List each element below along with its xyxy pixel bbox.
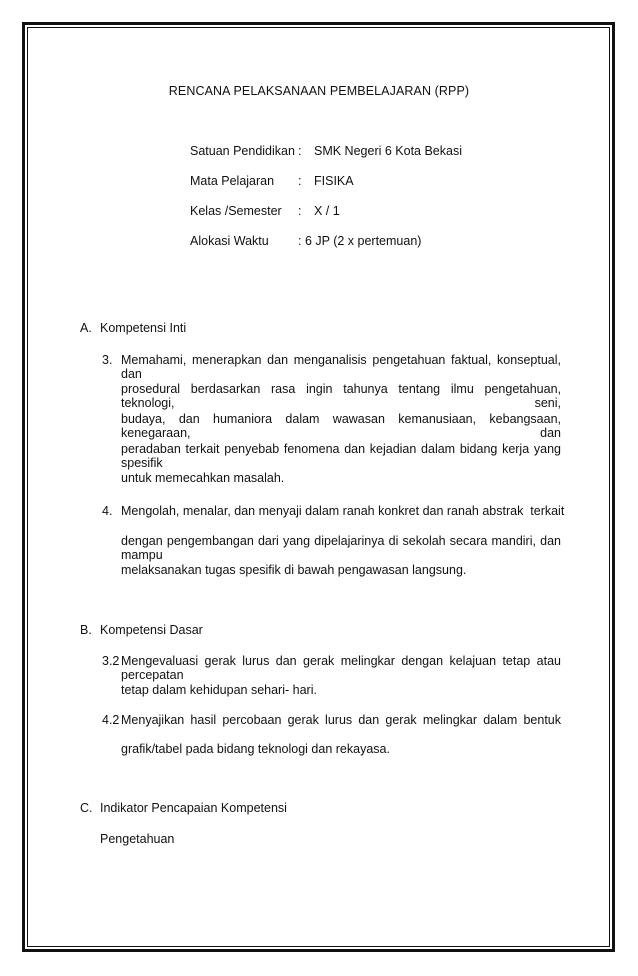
info-colon: : xyxy=(298,144,302,158)
info-label: Kelas /Semester xyxy=(190,204,282,218)
info-label: Mata Pelajaran xyxy=(190,174,275,188)
paragraph-line: tetap dalam kehidupan sehari- hari. xyxy=(121,683,317,697)
item-number-3-2: 3.2 xyxy=(102,654,120,668)
section-b-title: Kompetensi Dasar xyxy=(100,623,203,637)
info-value: : 6 JP (2 x pertemuan) xyxy=(298,234,422,248)
section-b-letter: B. xyxy=(80,623,92,637)
paragraph-line: grafik/tabel pada bidang teknologi dan rekayasa. xyxy=(121,742,390,756)
section-c-letter: C. xyxy=(80,801,93,815)
paragraph-line: prosedural berdasarkan rasa ingin tahunya tentang ilmu pengetahuan, teknologi, seni, xyxy=(121,382,561,410)
paragraph-line: Mengevaluasi gerak lurus dan gerak melingkar dengan kelajuan tetap atau percepatan xyxy=(121,654,561,682)
paragraph-line: budaya, dan humaniora dalam wawasan kemanusiaan, kebangsaan, kenegaraan, dan xyxy=(121,412,561,440)
item-number-4-2: 4.2 xyxy=(102,713,120,727)
section-a-title: Kompetensi Inti xyxy=(100,321,187,335)
section-a-letter: A. xyxy=(80,321,92,335)
info-value: X / 1 xyxy=(314,204,340,218)
info-colon: : xyxy=(298,204,302,218)
paragraph-line: melaksanakan tugas spesifik di bawah pengawasan langsung. xyxy=(121,563,467,577)
info-value: FISIKA xyxy=(314,174,354,188)
info-colon: : xyxy=(298,174,302,188)
paragraph-line: Menyajikan hasil percobaan gerak lurus dan gerak melingkar dalam bentuk xyxy=(121,713,561,727)
paragraph-line: peradaban terkait penyebab fenomena dan kejadian dalam bidang kerja yang spesifik xyxy=(121,442,561,470)
info-label: Satuan Pendidikan xyxy=(190,144,295,158)
item-number-4: 4. xyxy=(102,504,113,518)
section-c-subheading: Pengetahuan xyxy=(100,832,175,846)
paragraph-line: untuk memecahkan masalah. xyxy=(121,471,285,485)
paragraph-line: dengan pengembangan dari yang dipelajarinya di sekolah secara mandiri, dan mampu xyxy=(121,534,561,562)
paragraph-line: Memahami, menerapkan dan menganalisis pengetahuan faktual, konseptual, dan xyxy=(121,353,561,381)
paragraph-line: Mengolah, menalar, dan menyaji dalam ranah konkret dan ranah abstrak terkait xyxy=(121,504,565,518)
info-value: SMK Negeri 6 Kota Bekasi xyxy=(314,144,462,158)
item-number-3: 3. xyxy=(102,353,113,367)
section-c-title: Indikator Pencapaian Kompetensi xyxy=(100,801,287,815)
document-title: RENCANA PELAKSANAAN PEMBELAJARAN (RPP) xyxy=(168,84,470,98)
info-label: Alokasi Waktu xyxy=(190,234,269,248)
